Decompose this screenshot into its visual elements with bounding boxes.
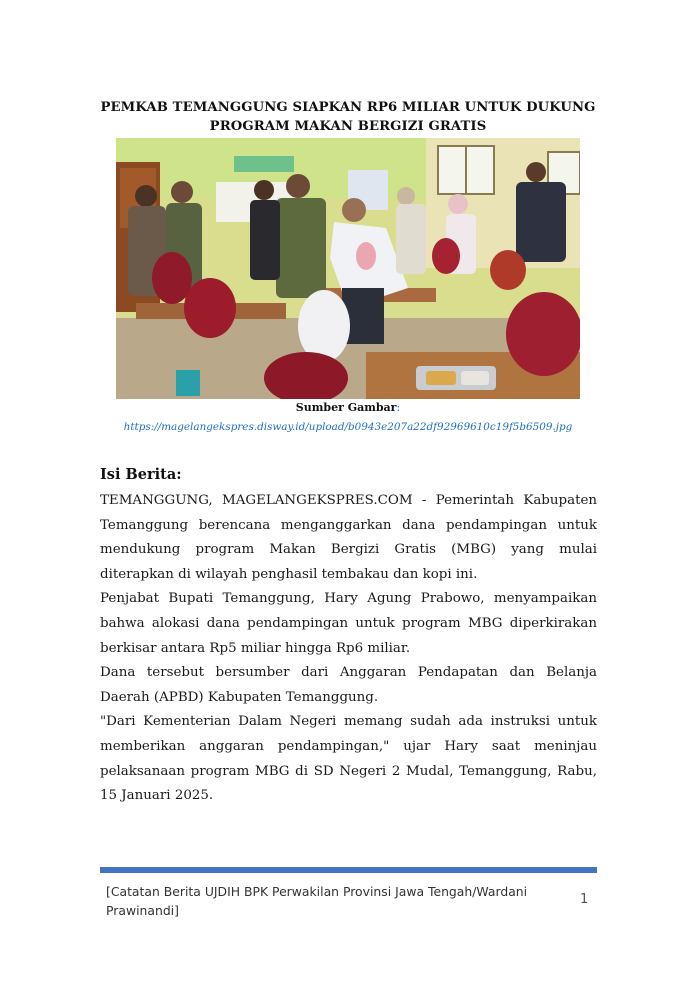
footer-rule [100,867,597,873]
article-paragraph: TEMANGGUNG, MAGELANGEKSPRES.COM - Pemerintah Kabupaten Temanggung berencana menganggarkan dana pendampingan untuk mendukung program Makan Bergizi Gratis (MBG) yang mulai diterapkan di wilayah penghasil tembakau dan kopi ini. [100,493,597,582]
page-number: 1 [580,892,589,907]
article-paragraph: Dana tersebut bersumber dari Anggaran Pendapatan dan Belanja Daerah (APBD) Kabupaten Temanggung. [100,665,597,705]
article-body [100,489,597,809]
article-paragraph: "Dari Kementerian Dalam Negeri memang sudah ada instruksi untuk memberikan anggaran pendampingan," ujar Hary saat meninjau pelaksanaan program MBG di SD Negeri 2 Mudal, Temanggung, Rabu, 15 Januari 2025. [100,714,597,804]
news-photo [116,138,580,399]
image-source-link[interactable]: https://magelangekspres.disway.id/upload/b0943e207a22df92969610c19f5b6509.jpg [123,421,573,433]
section-heading: Isi Berita: [100,466,182,483]
article-paragraph: Penjabat Bupati Temanggung, Hary Agung Prabowo, menyampaikan bahwa alokasi dana pendampingan untuk program MBG diperkirakan berkisar antara Rp5 miliar hingga Rp6 miliar. [100,591,597,656]
image-source-colon: : [396,401,401,414]
article-title: PEMKAB TEMANGGUNG SIAPKAN RP6 MILIAR UNTUK DUKUNG PROGRAM MAKAN BERGIZI GRATIS [100,100,596,134]
image-source-label [100,400,596,416]
footer-note: [Catatan Berita UJDIH BPK Perwakilan Provinsi Jawa Tengah/Wardani Prawinandi] [106,884,528,918]
image-source-label-text: Sumber Gambar [295,401,397,414]
